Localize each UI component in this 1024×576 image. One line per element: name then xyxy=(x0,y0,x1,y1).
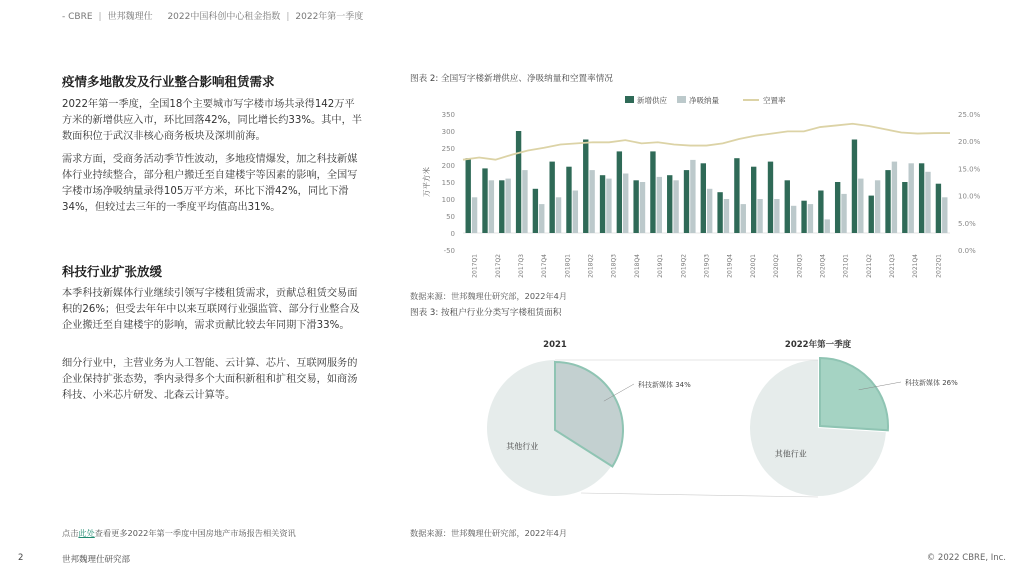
x-tick-label: 2019Q2 xyxy=(680,254,688,278)
bar-net-absorption xyxy=(791,206,796,233)
bar-new-supply xyxy=(617,151,622,233)
section-heading-demand: 疫情多地散发及行业整合影响租赁需求 xyxy=(62,74,275,89)
bar-net-absorption xyxy=(539,204,544,233)
pie-title: 2021 xyxy=(543,340,567,350)
paragraph-supply: 2022年第一季度，全国18个主要城市写字楼市场共录得142万平方米的新增供应入市，环比回落42%，同比增长约33%。其中，半数面积位于武汉非核心商务板块及深圳前海。 xyxy=(62,99,362,142)
pie-label-other: 其他行业 xyxy=(506,442,539,452)
x-tick-label: 2020Q1 xyxy=(749,254,757,278)
paragraph-demand: 需求方面，受商务活动季节性波动，多地疫情爆发，加之科技新媒体行业持续整合，部分租户搬迁至自建楼宇等因素的影响，全国写字楼市场净吸纳量录得105万平方米，环比下滑42%，同比下滑34%，但较过去三年的一季度平均值高出31%。 xyxy=(62,154,358,213)
bar-net-absorption xyxy=(858,179,863,233)
legend-label: 净吸纳量 xyxy=(689,96,719,105)
bar-net-absorption xyxy=(556,197,561,233)
more-info-suffix: 查看更多2022年第一季度中国房地产市场报告相关资讯 xyxy=(94,528,296,538)
bar-net-absorption xyxy=(505,179,510,233)
pie-title: 2022年第一季度 xyxy=(784,340,852,350)
y-tick-label: 0 xyxy=(450,230,455,238)
bar-net-absorption xyxy=(573,191,578,234)
footer-department: 世邦魏理仕研究部 xyxy=(62,555,131,565)
bar-net-absorption xyxy=(757,199,762,233)
bar-new-supply xyxy=(516,131,521,233)
bar-new-supply xyxy=(785,180,790,233)
bar-net-absorption xyxy=(741,204,746,233)
y2-tick-label: 10.0% xyxy=(958,192,981,201)
bar-new-supply xyxy=(600,175,605,233)
bar-new-supply xyxy=(549,162,554,233)
supply-absorption-vacancy-chart xyxy=(405,90,985,290)
bar-new-supply xyxy=(768,162,773,233)
bar-net-absorption xyxy=(808,204,813,233)
more-info-prefix: 点击 xyxy=(62,528,79,538)
footer-copyright: © 2022 CBRE, Inc. xyxy=(926,553,1006,563)
x-tick-label: 2017Q3 xyxy=(517,254,525,278)
x-tick-label: 2021Q3 xyxy=(889,254,897,278)
bar-net-absorption xyxy=(606,179,611,233)
x-tick-label: 2020Q4 xyxy=(819,254,827,278)
legend-swatch xyxy=(625,96,634,103)
x-tick-label: 2017Q1 xyxy=(471,254,479,278)
bar-new-supply xyxy=(701,163,706,233)
bar-new-supply xyxy=(583,140,588,234)
bar-new-supply xyxy=(919,163,924,233)
x-tick-label: 2020Q3 xyxy=(796,254,804,278)
bar-new-supply xyxy=(869,196,874,233)
bar-net-absorption xyxy=(774,199,779,233)
bar-net-absorption xyxy=(925,172,930,233)
bar-new-supply xyxy=(852,140,857,234)
bar-new-supply xyxy=(466,158,471,233)
tenant-industry-pie-charts xyxy=(405,325,985,525)
bar-new-supply xyxy=(667,175,672,233)
bar-net-absorption xyxy=(724,199,729,233)
bar-net-absorption xyxy=(892,162,897,233)
page-number: 2 xyxy=(18,553,24,563)
bar-new-supply xyxy=(684,170,689,233)
bar-new-supply xyxy=(818,191,823,234)
bar-new-supply xyxy=(885,170,890,233)
figure3-title: 图表 3: 按租户行业分类写字楼租赁面积 xyxy=(410,308,562,318)
figure2-title: 图表 2: 全国写字楼新增供应、净吸纳量和空置率情况 xyxy=(410,74,613,84)
y-tick-label: 200 xyxy=(441,162,455,170)
pie-connector-bottom xyxy=(581,493,818,497)
bar-new-supply xyxy=(936,184,941,233)
bar-net-absorption xyxy=(875,180,880,233)
bar-net-absorption xyxy=(825,219,830,233)
bar-new-supply xyxy=(734,158,739,233)
bar-net-absorption xyxy=(623,174,628,234)
y2-tick-label: 0.0% xyxy=(958,247,976,255)
x-tick-label: 2021Q4 xyxy=(912,254,920,278)
x-tick-label: 2020Q2 xyxy=(773,254,781,278)
x-tick-label: 2017Q4 xyxy=(541,254,549,278)
bar-net-absorption xyxy=(640,182,645,233)
bar-new-supply xyxy=(633,180,638,233)
legend-label: 空置率 xyxy=(763,96,786,105)
brand-logo: - CBRE xyxy=(62,12,93,22)
legend-swatch xyxy=(677,96,686,103)
y-tick-label: 50 xyxy=(446,213,455,221)
bar-new-supply xyxy=(650,151,655,233)
more-info-note xyxy=(62,528,296,539)
bar-net-absorption xyxy=(841,194,846,233)
bar-new-supply xyxy=(482,168,487,233)
bar-net-absorption xyxy=(673,180,678,233)
bar-new-supply xyxy=(801,201,806,233)
bar-new-supply xyxy=(751,167,756,233)
x-tick-label: 2019Q4 xyxy=(726,254,734,278)
bar-net-absorption xyxy=(589,170,594,233)
y2-tick-label: 20.0% xyxy=(958,138,981,147)
y2-tick-label: 15.0% xyxy=(958,165,981,174)
y2-tick-label: 25.0% xyxy=(958,111,981,119)
y2-tick-label: 5.0% xyxy=(958,219,976,228)
bar-net-absorption xyxy=(942,197,947,233)
chart-legend xyxy=(625,95,786,105)
pie-label-tech: 科技新媒体 34% xyxy=(638,381,691,389)
line-vacancy-rate xyxy=(463,124,950,160)
y-tick-label: 100 xyxy=(441,196,455,204)
x-tick-label: 2019Q1 xyxy=(657,254,665,278)
pie-label-tech: 科技新媒体 26% xyxy=(905,379,958,387)
x-tick-label: 2018Q4 xyxy=(633,254,641,278)
bar-new-supply xyxy=(499,180,504,233)
bar-net-absorption xyxy=(909,163,914,233)
x-tick-label: 2018Q3 xyxy=(610,254,618,278)
more-info-link[interactable]: 此处 xyxy=(78,528,95,538)
y-tick-label: -50 xyxy=(443,247,455,255)
x-tick-label: 2017Q2 xyxy=(494,254,502,278)
header-period: 2022年第一季度 xyxy=(295,12,364,22)
bar-net-absorption xyxy=(489,180,494,233)
bar-net-absorption xyxy=(690,160,695,233)
bar-new-supply xyxy=(717,192,722,233)
pie-slice-tech-media xyxy=(820,358,888,430)
page-header: - CBRE | 世邦魏理仕 2022中国科创中心租金指数 | 2022年第一季度 xyxy=(62,12,364,22)
figure2-source: 数据来源：世邦魏理仕研究部，2022年4月 xyxy=(410,291,568,301)
y-axis-label: 万平方米 xyxy=(422,167,431,197)
y-tick-label: 350 xyxy=(441,111,455,119)
x-tick-label: 2021Q2 xyxy=(865,254,873,278)
header-org: 世邦魏理仕 xyxy=(107,12,153,22)
y-tick-label: 300 xyxy=(441,128,455,136)
bar-new-supply xyxy=(902,182,907,233)
bar-new-supply xyxy=(566,167,571,233)
bar-net-absorption xyxy=(472,197,477,233)
x-tick-label: 2018Q2 xyxy=(587,254,595,278)
y-tick-label: 150 xyxy=(441,179,455,187)
bar-new-supply xyxy=(533,189,538,233)
bar-net-absorption xyxy=(657,177,662,233)
paragraph-tech-share: 本季科技新媒体行业继续引领写字楼租赁需求，贡献总租赁交易面积的26%；但受去年年中以来互联网行业强监管、部分行业整合及企业搬迁至自建楼宇的影响，需求贡献比较去年同期下滑33%。 xyxy=(62,288,360,331)
y-tick-label: 250 xyxy=(441,145,455,153)
legend-label: 新增供应 xyxy=(637,96,667,105)
x-tick-label: 2018Q1 xyxy=(564,254,572,278)
bar-net-absorption xyxy=(707,189,712,233)
section-heading-tech: 科技行业扩张放缓 xyxy=(62,264,163,279)
x-tick-label: 2019Q3 xyxy=(703,254,711,278)
header-report-title: 2022中国科创中心租金指数 xyxy=(167,12,281,22)
bar-net-absorption xyxy=(522,170,527,233)
figure3-source: 数据来源：世邦魏理仕研究部，2022年4月 xyxy=(410,528,568,538)
x-tick-label: 2022Q1 xyxy=(935,254,943,278)
pie-label-other: 其他行业 xyxy=(774,449,807,459)
paragraph-tech-subsectors: 细分行业中，主营业务为人工智能、云计算、芯片、互联网服务的企业保持扩张态势，季内录得多个大面积新租和扩租交易，如商汤科技、小米芯片研发、北森云计算等。 xyxy=(62,358,358,401)
bar-new-supply xyxy=(835,182,840,233)
x-tick-label: 2021Q1 xyxy=(842,254,850,278)
